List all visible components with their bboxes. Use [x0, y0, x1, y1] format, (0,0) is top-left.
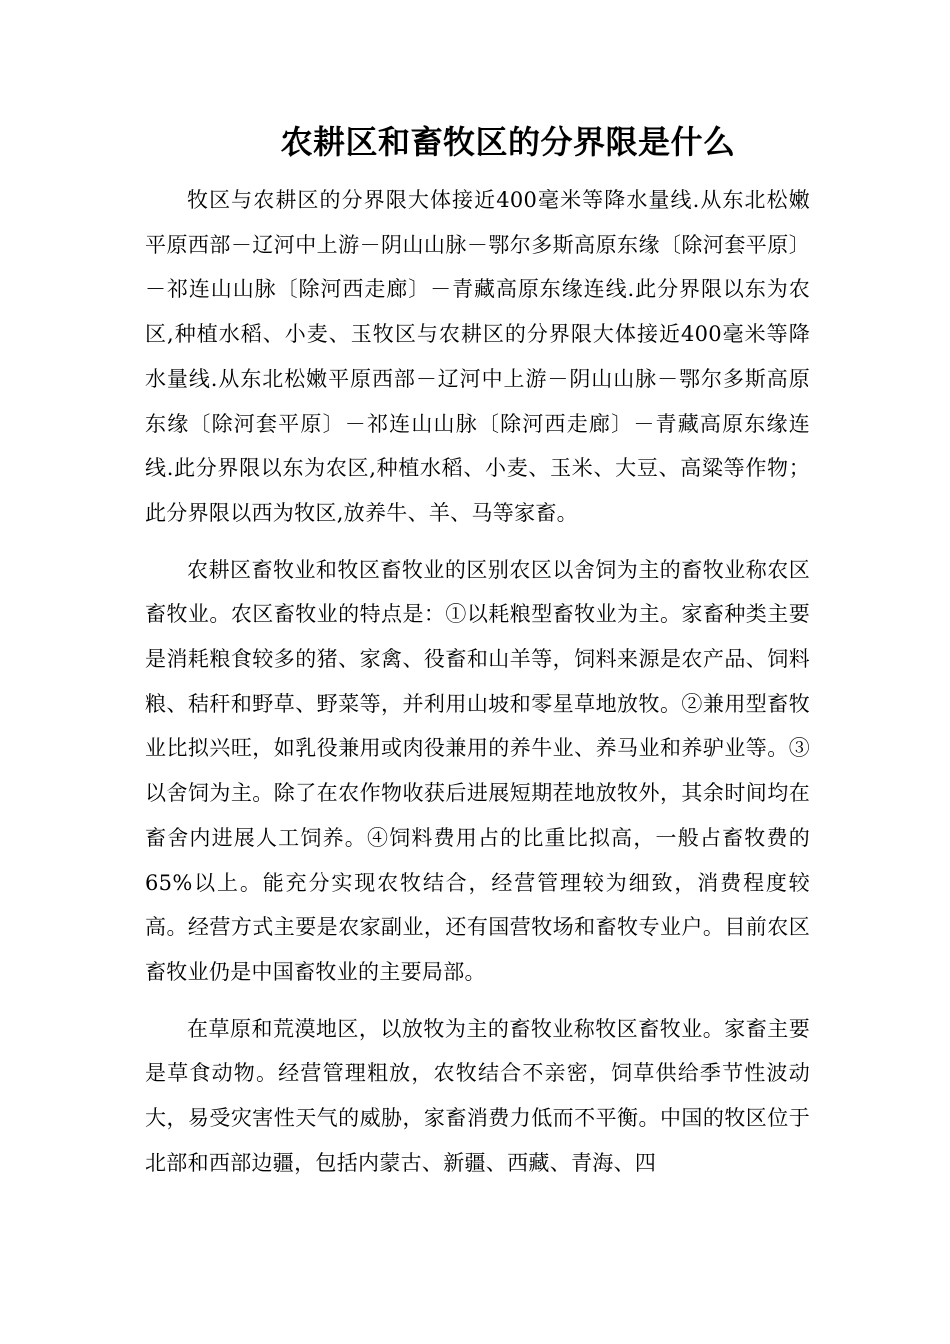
document-body [145, 178, 810, 1197]
paragraph-pastoral-livestock: 在草原和荒漠地区，以放牧为主的畜牧业称牧区畜牧业。家畜主要是草食动物。经营管理粗放，农牧结合不亲密，饲草供给季节性波动大，易受灾害性天气的威胁，家畜消费力低而不平衡。中国的牧区位于北部和西部边疆，包括内蒙古、新疆、西藏、青海、四 [145, 1016, 810, 1175]
paragraph-farming-livestock: 农耕区畜牧业和牧区畜牧业的区别农区以舍饲为主的畜牧业称农区畜牧业。农区畜牧业的特点是：①以耗粮型畜牧业为主。家畜种类主要是消耗粮食较多的猪、家禽、役畜和山羊等，饲料来源是农产品、饲料粮、秸秆和野草、野菜等，并利用山坡和零星草地放牧。②兼用型畜牧业比拟兴旺，如乳役兼用或肉役兼用的养牛业、养马业和养驴业等。③以舍饲为主。除了在农作物收获后进展短期茬地放牧外，其余时间均在畜舍内进展人工饲养。④饲料费用占的比重比拟高，一般占畜牧费的65%以上。能充分实现农牧结合，经营管理较为细致，消费程度较高。经营方式主要是农家副业，还有国营牧场和畜牧专业户。目前农区畜牧业仍是中国畜牧业的主要局部。 [145, 557, 810, 984]
paragraph-boundary: 牧区与农耕区的分界限大体接近400毫米等降水量线.从东北松嫩平原西部－辽河中上游－阴山山脉－鄂尔多斯高原东缘〔除河套平原〕－祁连山山脉〔除河西走廊〕－青藏高原东缘连线.此分界限以东为农区,种植水稻、小麦、玉牧区与农耕区的分界限大体接近400毫米等降水量线.从东北松嫩平原西部－辽河中上游－阴山山脉－鄂尔多斯高原东缘〔除河套平原〕－祁连山山脉〔除河西走廊〕－青藏高原东缘连线.此分界限以东为农区,种植水稻、小麦、玉米、大豆、高粱等作物；此分界限以西为牧区,放养牛、羊、马等家畜。 [145, 188, 810, 525]
document-title: 农耕区和畜牧区的分界限是什么 [280, 123, 736, 161]
